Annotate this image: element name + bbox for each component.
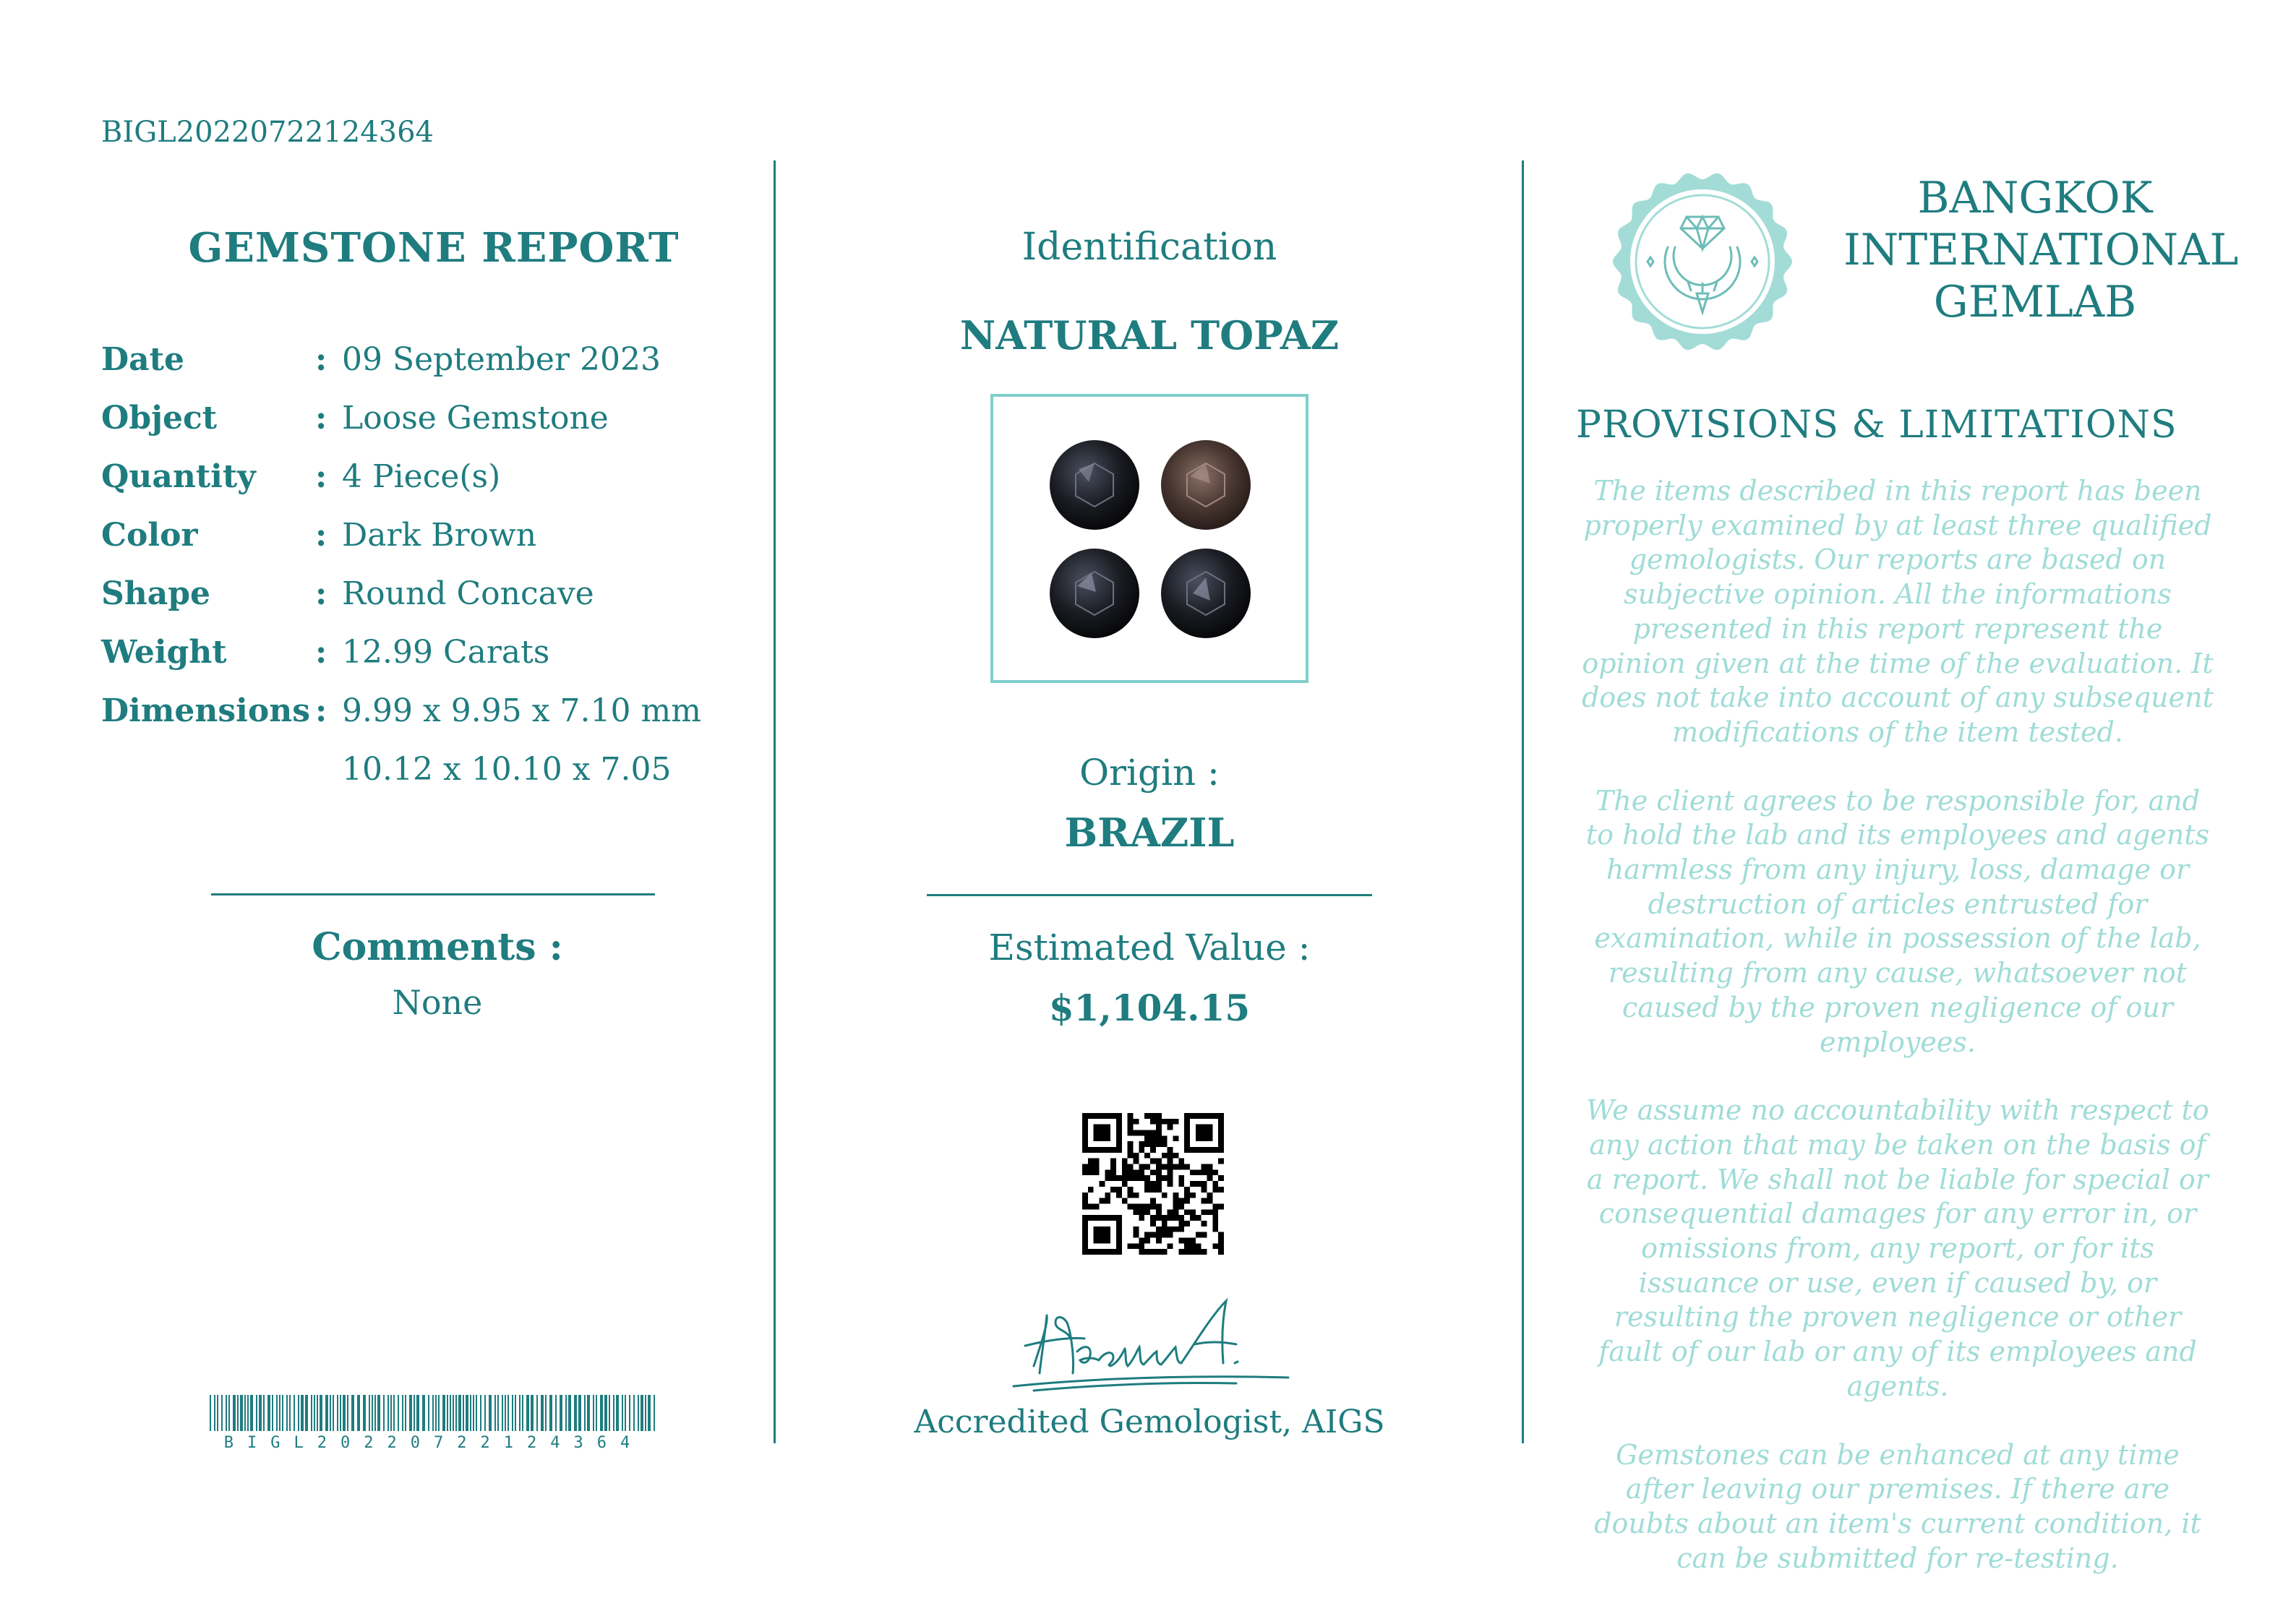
provisions-paragraph: Gemstones can be enhanced at any time after leaving our premises. If there are doubts about an item's current condition, it can be submitted for re-testing. bbox=[1594, 1438, 2201, 1574]
detail-separator: : bbox=[315, 458, 327, 495]
detail-separator: : bbox=[315, 517, 327, 554]
lab-seal-logo bbox=[1609, 168, 1796, 356]
lab-name-line-2: INTERNATIONAL bbox=[1843, 225, 2239, 275]
estimated-value-label: Estimated Value : bbox=[988, 927, 1311, 968]
detail-value: Round Concave bbox=[342, 575, 594, 612]
detail-label: Color bbox=[101, 517, 198, 554]
detail-label: Shape bbox=[101, 575, 211, 612]
comments-value: None bbox=[392, 983, 483, 1022]
lab-name-line-3: GEMLAB bbox=[1933, 277, 2137, 327]
report-title: GEMSTONE REPORT bbox=[188, 224, 680, 272]
signature-image bbox=[1005, 1294, 1294, 1395]
detail-label: Quantity bbox=[101, 458, 256, 495]
column-divider-right bbox=[1522, 160, 1524, 1443]
gem-stone-3 bbox=[1050, 549, 1139, 638]
detail-value: 09 September 2023 bbox=[342, 341, 661, 378]
detail-separator: : bbox=[315, 575, 327, 612]
gemstone-photo bbox=[990, 394, 1308, 683]
provisions-paragraph: The items described in this report has been properly examined by at least three qualified gemologists. Our reports are based on subjective opinion. All the informations presented in this report represent the opinion given at the time of the evaluation. It does not take into account of any subsequent modifications of the item tested. bbox=[1582, 475, 2214, 748]
gem-stone-1 bbox=[1050, 440, 1139, 530]
origin-value: BRAZIL bbox=[1064, 809, 1235, 856]
detail-value: Loose Gemstone bbox=[342, 400, 609, 437]
gem-name: NATURAL TOPAZ bbox=[959, 312, 1340, 358]
detail-value: 10.12 x 10.10 x 7.05 bbox=[342, 751, 672, 788]
barcode bbox=[210, 1395, 658, 1431]
provisions-paragraph: The client agrees to be responsible for, and to hold the lab and its employees and agents harmless from any injury, loss, damage or destruction of articles entrusted for examination, while in possession of the lab, resulting from any cause, whatsoever not caused by the proven negligence of our employees. bbox=[1585, 784, 2210, 1058]
column-divider-left bbox=[774, 160, 776, 1443]
comments-label: Comments : bbox=[312, 925, 563, 969]
detail-separator: : bbox=[315, 400, 327, 437]
detail-label: Dimensions bbox=[101, 692, 311, 729]
detail-separator: : bbox=[315, 692, 327, 729]
gem-stone-4 bbox=[1161, 549, 1251, 638]
divider-line bbox=[927, 894, 1372, 896]
detail-label: Weight bbox=[101, 634, 227, 671]
lab-name-line-1: BANGKOK bbox=[1917, 173, 2153, 223]
detail-value: 9.99 x 9.95 x 7.10 mm bbox=[342, 692, 701, 729]
provisions-paragraph: We assume no accountability with respect to any action that may be taken on the basis of a report. We shall not be liable for special or consequential damages for any error in, or omissions from, any report, or for its issuance or use, even if caused by, or resulting the proven negligence or other fault of our lab or any of its employees and agents. bbox=[1586, 1094, 2209, 1402]
barcode-text: BIGL20220722124364 bbox=[223, 1434, 644, 1452]
gem-stone-2 bbox=[1161, 440, 1251, 530]
origin-label: Origin : bbox=[1079, 752, 1220, 794]
provisions-title: PROVISIONS & LIMITATIONS bbox=[1576, 403, 2177, 447]
signature-caption: Accredited Gemologist, AIGS bbox=[914, 1404, 1385, 1440]
divider-line bbox=[211, 893, 655, 895]
detail-separator: : bbox=[315, 341, 327, 378]
detail-value: 12.99 Carats bbox=[342, 634, 550, 671]
identification-label: Identification bbox=[1021, 225, 1277, 269]
detail-label: Object bbox=[101, 400, 218, 437]
detail-separator: : bbox=[315, 634, 327, 671]
detail-label: Date bbox=[101, 341, 184, 378]
report-id: BIGL20220722124364 bbox=[101, 116, 434, 149]
detail-value: Dark Brown bbox=[342, 517, 537, 554]
detail-value: 4 Piece(s) bbox=[342, 458, 501, 495]
provisions-text bbox=[1580, 474, 2216, 1610]
lab-name bbox=[1843, 172, 2239, 328]
qr-code bbox=[1082, 1113, 1224, 1255]
estimated-value: $1,104.15 bbox=[1048, 987, 1251, 1029]
